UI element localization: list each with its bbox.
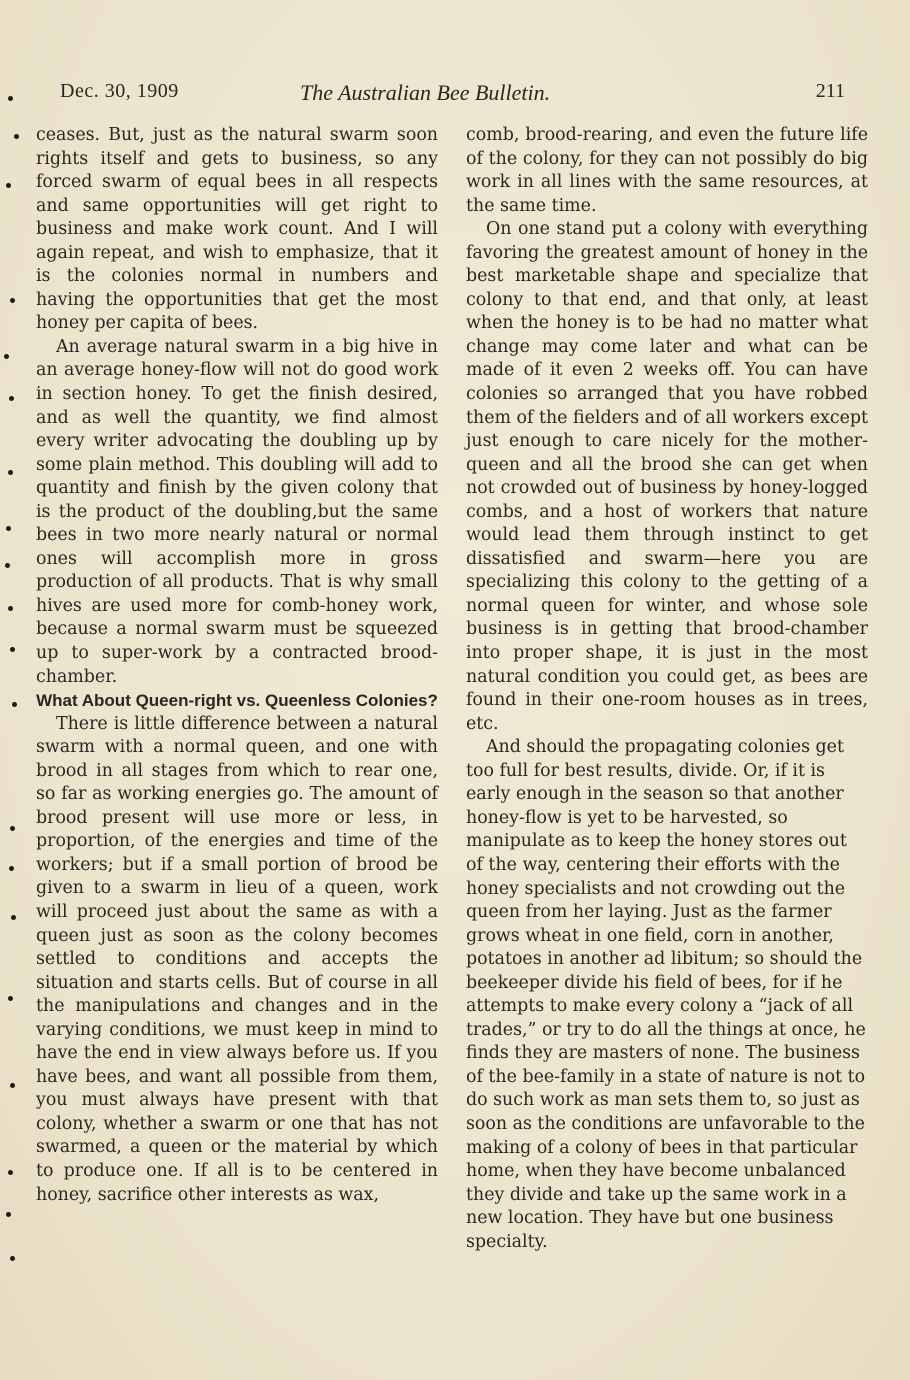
left-column	[36, 124, 438, 1207]
right-column	[466, 124, 868, 1254]
binding-holes	[0, 0, 34, 1380]
paragraph: ceases. But, just as the natural swarm soon rights itself and gets to business, so any forced swarm of equal bees in all respects and same opportunities will get right to business and make work count. And I will again repeat, and wish to emphasize, that it is the colonies normal in numbers and having the opportunities that get the most honey per capita of bees.	[36, 125, 438, 334]
paragraph: comb, brood-rearing, and even the future life of the colony, for they can not possibly do big work in all lines with the same resources, at the same time.	[466, 125, 868, 216]
issue-date: Dec. 30, 1909	[60, 80, 179, 102]
publication-title: The Australian Bee Bulletin.	[300, 80, 551, 105]
paragraph: An average natural swarm in a big hive in an average honey-flow will not do good work in section honey. To get the finish desired, and as well the quantity, we find almost every writer advocating the doubling up by some plain method. This doubling will add to quantity and finish by the given colony that is the product of the doubling,but the same bees in two more nearly natural or normal ones will accomplish more in gross production of all products. That is why small hives are used more for comb-honey work, because a normal swarm must be squeezed up to super-work by a contracted brood-chamber.	[36, 336, 438, 687]
running-header	[60, 80, 845, 110]
section-heading: What About Queen-right vs. Queenless Colonies?	[36, 691, 438, 711]
paragraph: There is little difference between a natural swarm with a normal queen, and one with brood in all stages from which to rear one, so far as working energies go. The amount of brood present will use more or less, in proportion, of the energies and time of the workers; but if a small portion of brood be given to a swarm in lieu of a queen, work will proceed just about the same as with a queen just as soon as the colony becomes settled to conditions and accepts the situation and starts cells. But of course in all the manipulations and changes and in the varying conditions, we must keep in mind to have the end in view always before us. If you have bees, and want all possible from them, you must always have present with that colony, whether a swarm or one that has not swarmed, a queen or the material by which to produce one. If all is to be centered in honey, sacrifice other interests as wax,	[36, 713, 438, 1205]
paragraph: And should the propagating colonies get too full for best results, divide. Or, if it is early enough in the season so that another honey-flow is yet to be harvested, so manipulate as to keep the honey stores out of the way, centering their efforts with the honey specialists and not crowding out the queen from her laying. Just as the farmer grows wheat in one field, corn in another, potatoes in another ad libitum; so should the beekeeper divide his field of bees, for if he attempts to make every colony a “jack of all trades,” or try to do all the things at once, he finds they are masters of none. The business of the bee-family in a state of nature is not to do such work as man sets them to, so just as soon as the conditions are unfavorable to the making of a colony of bees in that particular home, when they have become unbalanced they divide and take up the same work in a new location. They have but one business specialty.	[466, 737, 866, 1252]
paragraph: On one stand put a colony with everything favoring the greatest amount of honey in the best marketable shape and specialize that colony to that end, and that only, at least when the honey is to be had no matter what change may come later and what can be made of it even 2 weeks off. You can have colonies so arranged that you have robbed them of the fielders and of all workers except just enough to care nicely for the mother-queen and all the brood she can get when not crowded out of business by honey-logged combs, and a host of workers that nature would lead them through instinct to get dissatisfied and swarm—here you are specializing this colony to the getting of a normal queen for winter, and whose sole business is in getting that brood-chamber into proper shape, it is just in the most natural condition you could get, as bees are found in their one-room houses as in trees, etc.	[466, 219, 868, 734]
page-number: 211	[815, 80, 845, 102]
